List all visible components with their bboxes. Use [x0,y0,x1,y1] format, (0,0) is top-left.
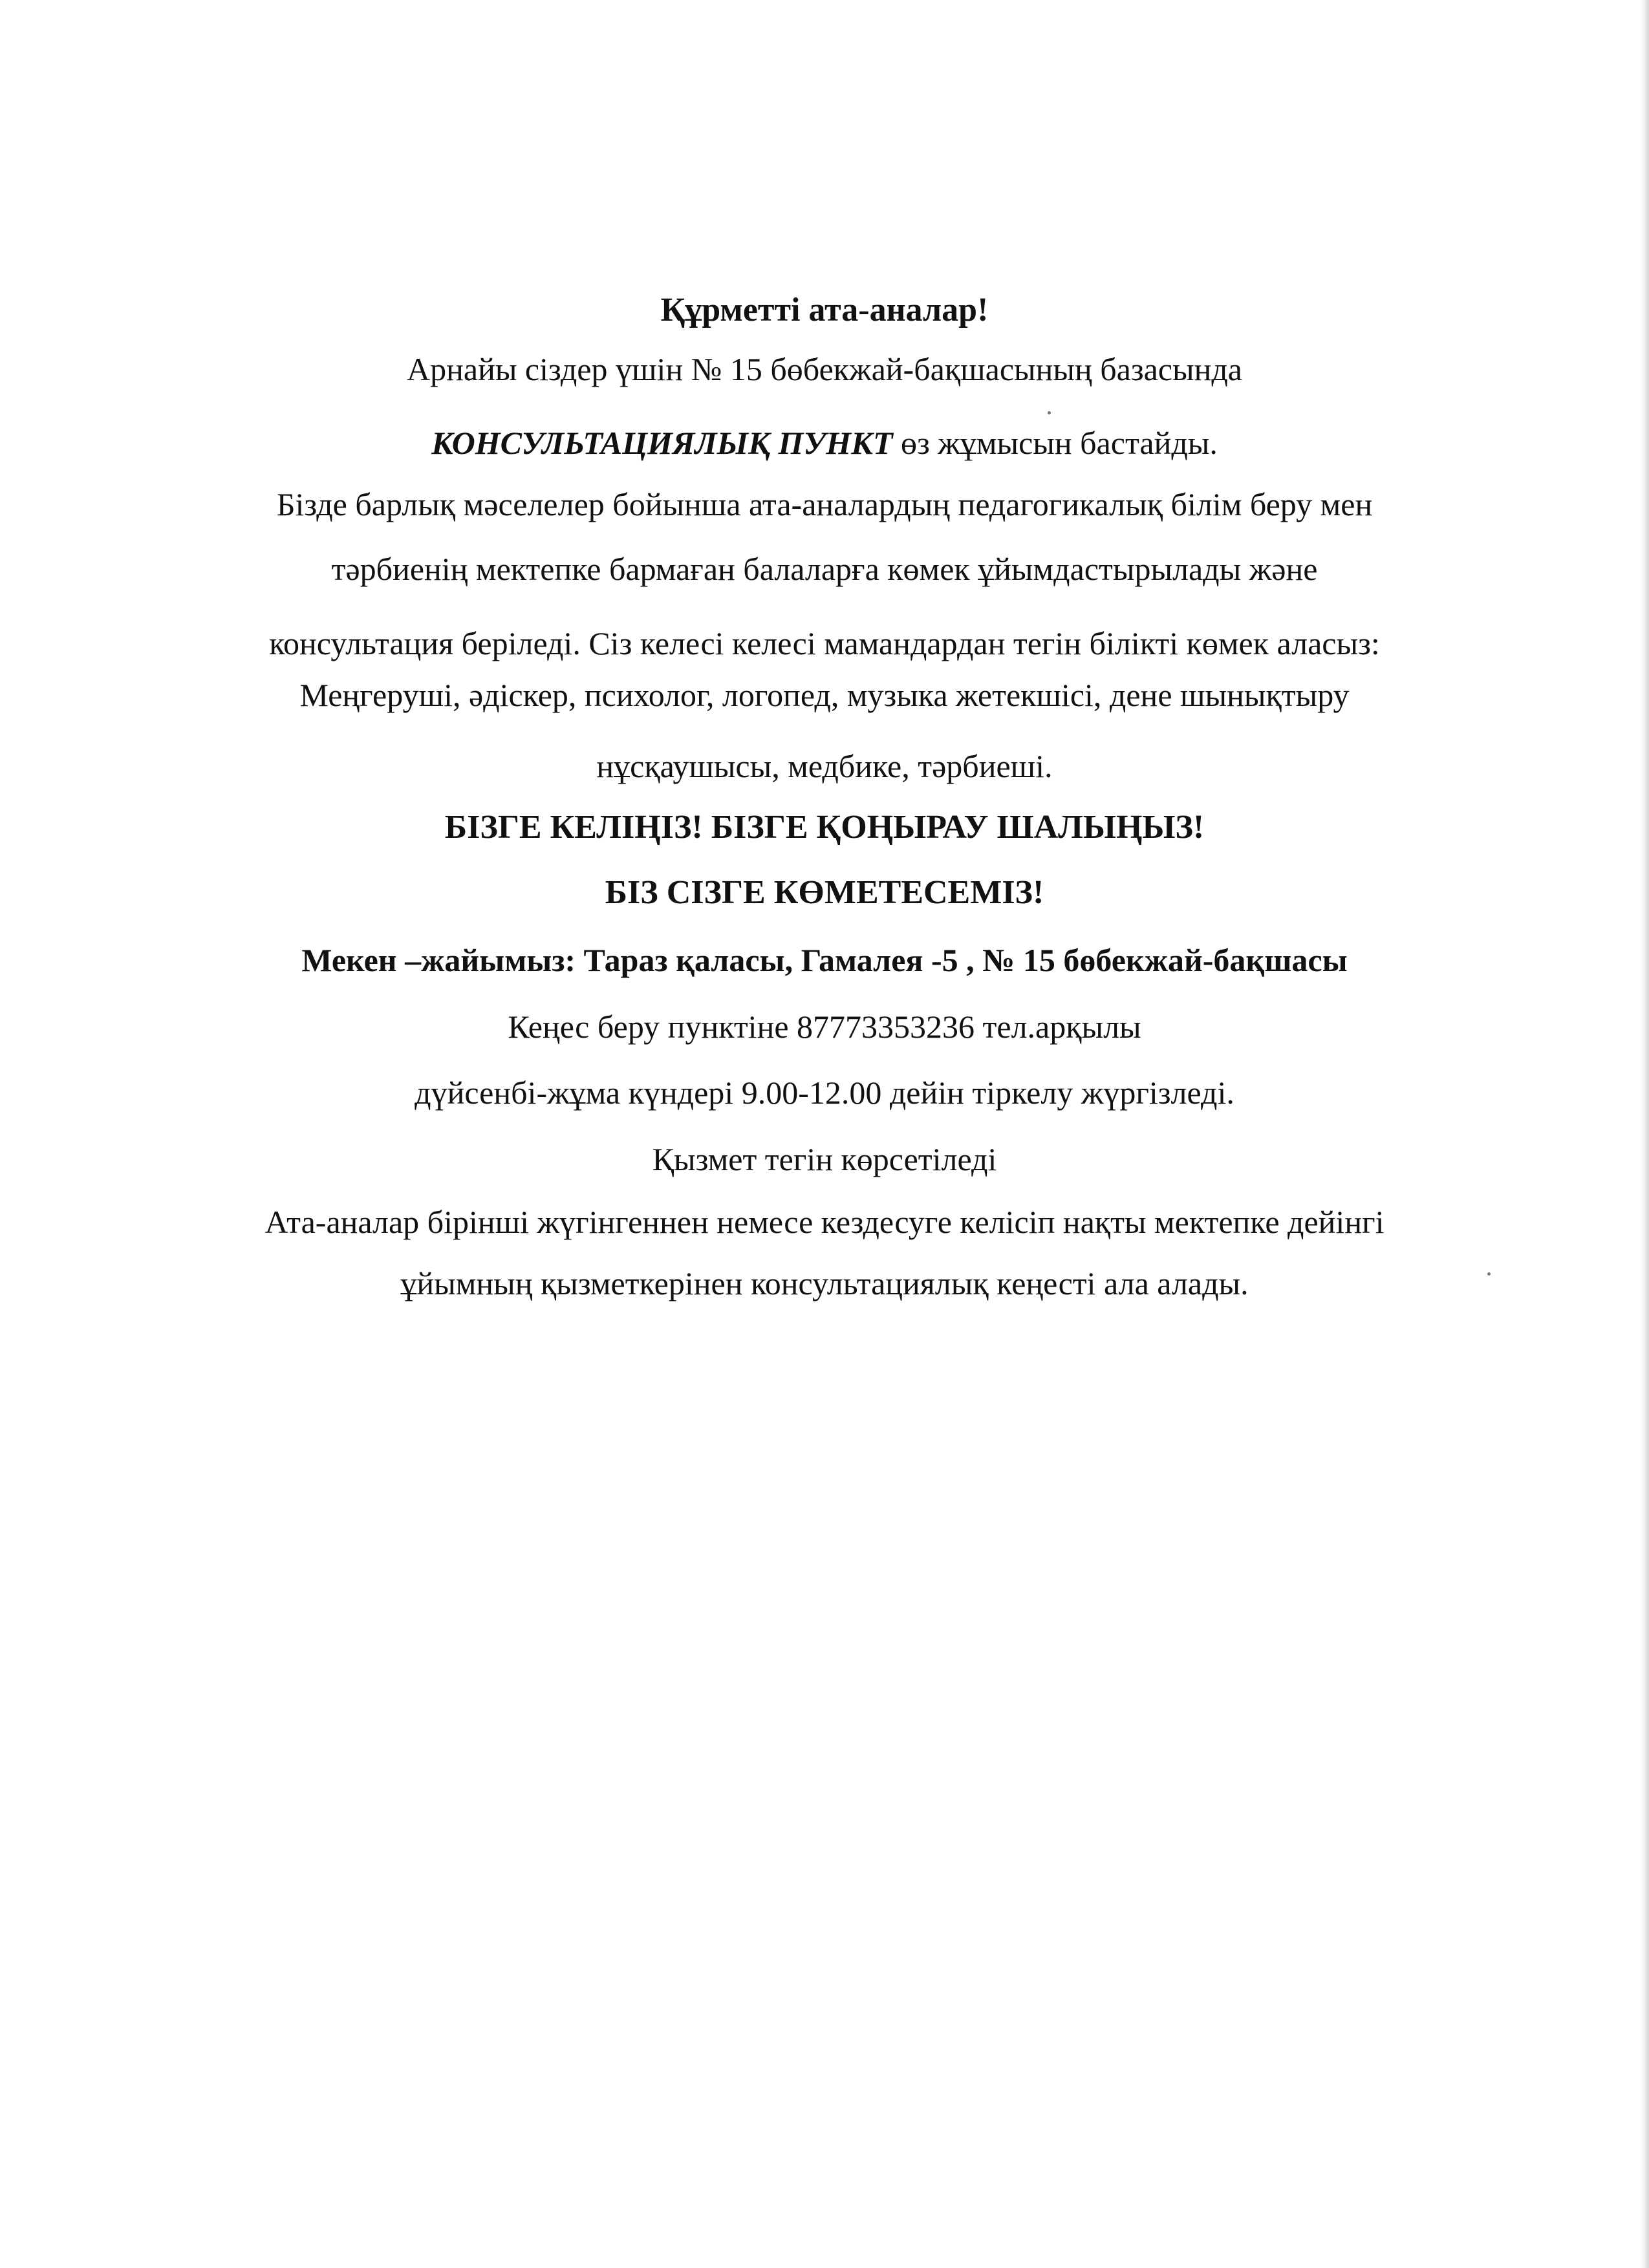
greeting-heading: Құрметті ата-аналар! [660,292,989,328]
closing-line-1: Ата-аналар бірінші жүгінгеннен немесе кездесуге келісіп нақты мектепке дейінгі [264,1204,1385,1240]
body-line-3: консультация беріледі. Сіз келесі келесі мамандардан тегін білікті көмек аласыз: [269,625,1380,661]
body-line-2: тәрбиенің мектепке бармаған балаларға көмек ұйымдастырылады және [331,551,1318,587]
body-line-5: нұсқаушысы, медбике, тәрбиеші. [596,748,1053,784]
call-to-action-2: БІЗ СІЗГЕ КӨМЕТЕСЕМІЗ! [605,874,1044,911]
phone-line: Кеңес беру пунктіне 87773353236 тел.арқылы [508,1009,1141,1045]
scan-speck [1048,411,1051,414]
free-service-line: Қызмет тегін көрсетіледі [652,1141,997,1177]
call-to-action-1: БІЗГЕ КЕЛІҢІЗ! БІЗГЕ ҚОҢЫРАУ ШАЛЫҢЫЗ! [444,809,1205,846]
center-rest: өз жұмысын бастайды. [892,425,1218,461]
body-line-4: Меңгеруші, әдіскер, психолог, логопед, музыка жетекшісі, дене шынықтыру [299,677,1350,713]
scan-speck [1487,1272,1491,1276]
center-announcement [0,423,1649,462]
intro-line: Арнайы сіздер үшін № 15 бөбекжай-бақшасының базасында [407,351,1242,387]
center-name: КОНСУЛЬТАЦИЯЛЫҚ ПУНКТ [431,425,893,461]
body-line-1: Бізде барлық мәселелер бойынша ата-аналардың педагогикалық білім беру мен [276,486,1373,522]
scan-shadow-edge [1640,0,1649,2268]
closing-line-2: ұйымның қызметкерінен консультациялық кеңесті ала алады. [400,1265,1249,1301]
address-line: Мекен –жайымыз: Тараз қаласы, Гамалея -5 , № 15 бөбекжай-бақшасы [301,942,1348,978]
hours-line: дүйсенбі-жұма күндері 9.00-12.00 дейін тіркелу жүргізледі. [415,1075,1234,1111]
